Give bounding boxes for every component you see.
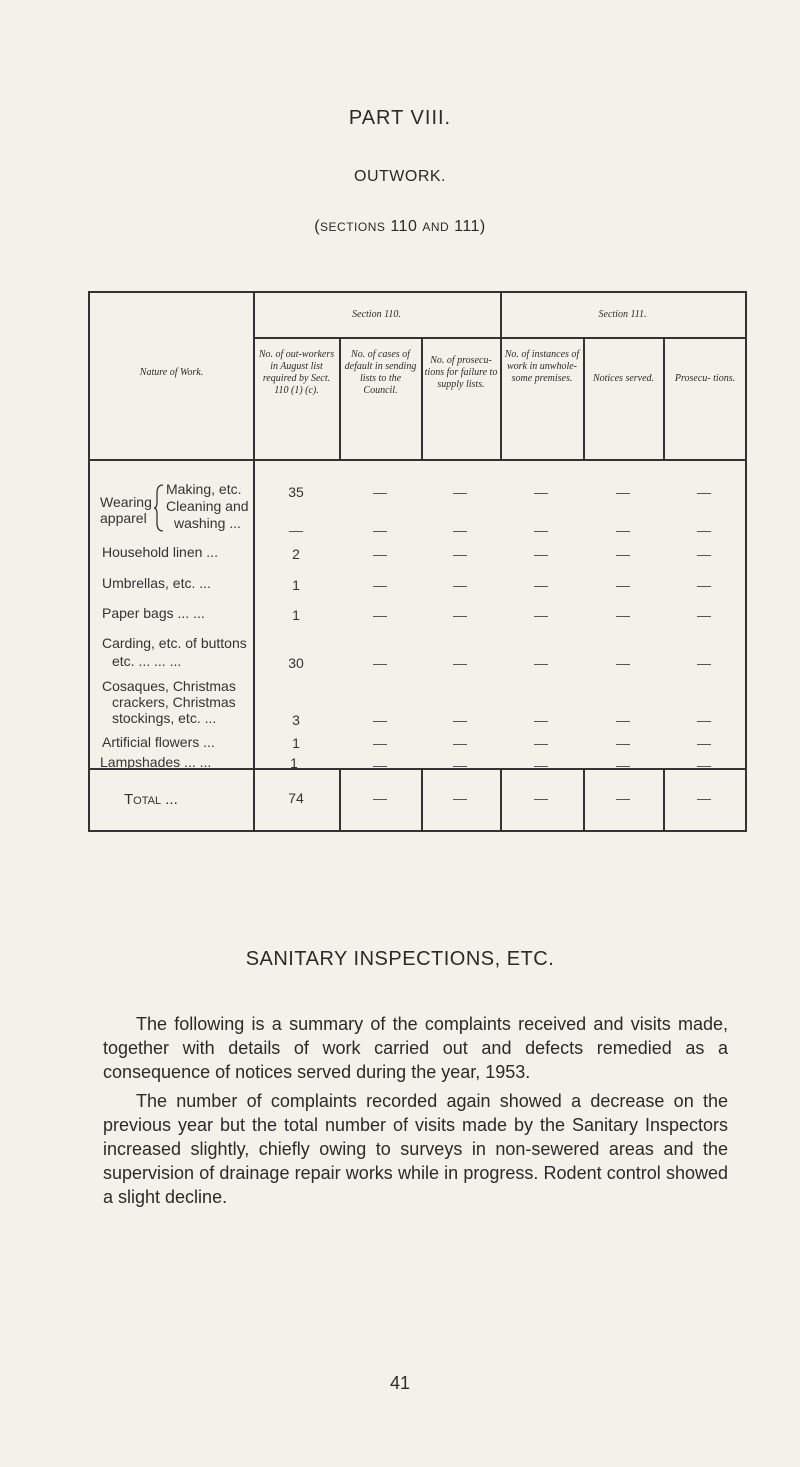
nil-dash [453, 555, 467, 556]
sections-and: AND [422, 220, 450, 234]
prosecutions-header: Prosecu- tions. [674, 373, 736, 384]
nil-dash [697, 555, 711, 556]
cleaning-label-2: washing ... [174, 515, 241, 531]
nil-dash [534, 721, 548, 722]
row-label: Artificial flowers ... [102, 734, 215, 750]
row-value: 1 [292, 735, 300, 751]
nil-dash [453, 493, 467, 494]
nil-dash [616, 616, 630, 617]
nil-dash [616, 555, 630, 556]
col-divider [663, 768, 665, 830]
nil-dash [616, 664, 630, 665]
nil-dash [616, 586, 630, 587]
nil-dash [453, 721, 467, 722]
nil-dash [697, 799, 711, 800]
page-number: 41 [389, 1373, 411, 1393]
row-label: Lampshades ... ... [100, 754, 212, 770]
row-value: 2 [292, 546, 300, 562]
nil-dash [453, 799, 467, 800]
nil-dash [616, 766, 630, 767]
row-label: Cosaques, Christmas [102, 678, 236, 694]
cases-of-default-header: No. of cases of default in sending lists to the Council. [344, 349, 417, 396]
nil-dash [616, 531, 630, 532]
row-label: Umbrellas, etc. ... [102, 575, 211, 591]
nil-dash [453, 586, 467, 587]
nil-dash [373, 664, 387, 665]
nil-dash [534, 744, 548, 745]
sections-heading [0, 218, 800, 236]
sections-open: ( [314, 218, 321, 235]
nil-dash [453, 616, 467, 617]
header-divider [253, 337, 745, 339]
prosecutions-for-failure-header: No. of prosecu- tions for failure to supply lists. [424, 355, 498, 390]
paragraph-1: The following is a summary of the complaints received and visits made, together with details of work carried out and defects remedied as a consequence of notices served during the year, 1953. [103, 1014, 728, 1082]
row-value: 3 [292, 712, 300, 728]
col-divider [500, 768, 502, 830]
outwork-table [88, 291, 747, 832]
nil-dash [453, 664, 467, 665]
notices-served-header: Notices served. [592, 373, 655, 384]
paragraph-2: The number of complaints recorded again showed a decrease on the previous year but the total number of visits made by the Sanitary Inspectors increased slightly, chiefly owing to surveys in non-sewered areas and the supervision of drainage repair works while in progress. Rodent control showed a slight decline. [103, 1091, 728, 1207]
total-label [124, 791, 178, 808]
nil-dash [453, 766, 467, 767]
col-divider [421, 337, 423, 459]
nil-dash [453, 744, 467, 745]
row-label: crackers, Christmas [112, 694, 236, 710]
nil-dash [534, 586, 548, 587]
row-label: Carding, etc. of buttons [102, 635, 247, 651]
nil-dash [373, 721, 387, 722]
instances-unwholesome-header: No. of instances of work in unwhole- some premises. [504, 349, 580, 384]
section-110-header: Section 110. [352, 309, 401, 320]
nil-dash [697, 744, 711, 745]
apparel-word: apparel [100, 510, 147, 526]
row-value: 1 [290, 755, 298, 771]
nil-dash [373, 616, 387, 617]
out-workers-header: No. of out-workers in August list required by Sect. 110 (1) (c). [258, 349, 335, 396]
nil-dash [534, 531, 548, 532]
nil-dash [697, 664, 711, 665]
col-divider [339, 768, 341, 830]
nil-dash [616, 744, 630, 745]
sections-number-1: 110 [390, 218, 418, 235]
total-label-text: Total ... [124, 791, 178, 808]
nil-dash [697, 586, 711, 587]
part-heading: PART VIII. [348, 107, 452, 129]
cleaning-label-1: Cleaning and [166, 498, 249, 514]
nil-dash [616, 721, 630, 722]
nil-dash [616, 799, 630, 800]
nil-dash [373, 493, 387, 494]
row-value: 1 [292, 577, 300, 593]
nil-dash [534, 799, 548, 800]
wearing-apparel-label [100, 494, 152, 526]
row-label: Paper bags ... ... [102, 605, 205, 621]
nil-dash [697, 721, 711, 722]
nil-dash [534, 664, 548, 665]
nil-dash [697, 493, 711, 494]
nil-dash [373, 531, 387, 532]
row-value: 1 [292, 607, 300, 623]
row-value: 30 [288, 655, 304, 671]
making-value: 35 [288, 484, 304, 500]
nil-dash [373, 744, 387, 745]
nil-dash [616, 493, 630, 494]
nil-dash [453, 531, 467, 532]
nil-dash [697, 766, 711, 767]
nil-dash [534, 493, 548, 494]
nil-dash [373, 766, 387, 767]
row-label: stockings, etc. ... [112, 710, 217, 726]
nil-dash [534, 555, 548, 556]
section-111-header: Section 111. [598, 309, 647, 320]
nature-of-work-header: Nature of Work. [139, 367, 204, 378]
nil-dash [697, 531, 711, 532]
row-label: etc. ... ... ... [112, 653, 182, 669]
outwork-heading: OUTWORK. [354, 168, 446, 185]
nil-dash [534, 616, 548, 617]
wearing-word: Wearing [100, 494, 152, 510]
col-divider [663, 337, 665, 459]
nil-dash [289, 531, 303, 532]
sections-word: SECTIONS [320, 220, 386, 234]
nil-dash [373, 799, 387, 800]
sanitary-heading: SANITARY INSPECTIONS, ETC. [245, 948, 555, 970]
header-divider [90, 459, 745, 461]
nil-dash [373, 555, 387, 556]
col-divider [583, 337, 585, 459]
sections-number-2: 111) [454, 218, 486, 235]
nil-dash [534, 766, 548, 767]
nil-dash [373, 586, 387, 587]
col-divider [339, 337, 341, 459]
brace-icon [154, 483, 164, 533]
row-label: Household linen ... [102, 544, 218, 560]
nil-dash [697, 616, 711, 617]
col-divider [583, 768, 585, 830]
total-value: 74 [288, 790, 304, 806]
making-label: Making, etc. [166, 481, 242, 497]
col-divider [421, 768, 423, 830]
